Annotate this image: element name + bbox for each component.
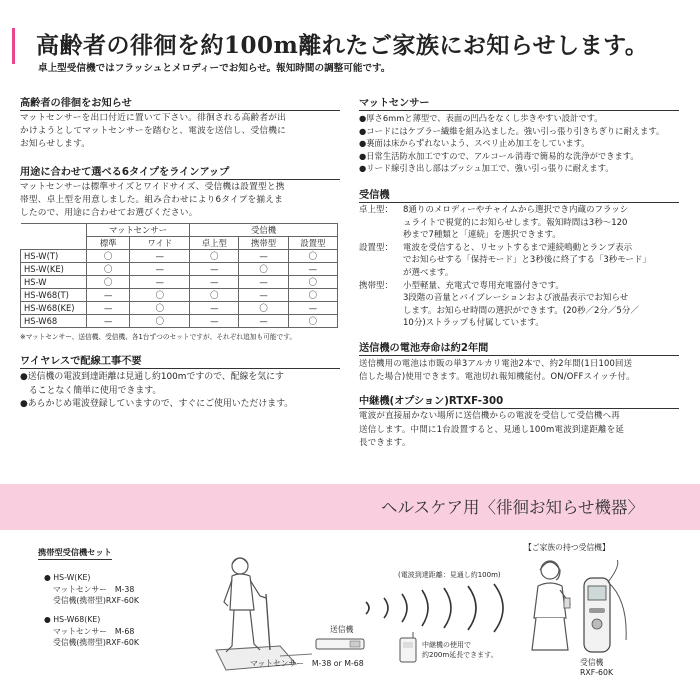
text-line: 3段階の音量とバイブレーションおよび液晶表示でお知らせ: [403, 293, 629, 304]
table-row: [21, 302, 338, 315]
set-list-1: [44, 572, 139, 607]
table-cell: 〇: [130, 302, 190, 315]
table-cell: 〇: [288, 289, 337, 302]
text-line: 10分)ストラップも付属しています。: [403, 318, 544, 329]
table-cell: 〇: [288, 250, 337, 263]
family-member-illustration: [520, 556, 580, 654]
text-line: 電波が直接届かない場所に送信機からの電波を受信して受信機へ再: [359, 411, 621, 422]
text-line: 送信機用の電池は市販の単3アルカリ電池2本で、約2年間(1日100回送: [359, 357, 633, 368]
handheld-receiver-icon: [578, 560, 634, 656]
table-cell: 〇: [87, 276, 130, 289]
receiver-list: [359, 204, 679, 330]
text-line: 8通りのメロディーやチャイムから選択でき内蔵のフラッシ: [403, 204, 629, 215]
table-row: [21, 276, 338, 289]
mat-sensor-bullets: [359, 112, 679, 175]
set-component: マットセンサー M-68: [53, 626, 135, 636]
set-model: ● HS-W(KE): [44, 573, 91, 582]
table-row: [21, 263, 338, 276]
table-cell: —: [190, 302, 239, 315]
table-row: [21, 289, 338, 302]
section-title-mat-sensor: マットセンサー: [359, 94, 679, 111]
set-model: ● HS-W68(KE): [44, 615, 101, 624]
table-cell: 〇: [190, 289, 239, 302]
table-cell: —: [87, 289, 130, 302]
set-component: マットセンサー M-38: [53, 584, 135, 594]
bullet-line: ●あらかじめ電波登録していますので、すぐにご使用いただけます。: [20, 399, 294, 410]
text-line: ュライトで視覚的にお知らせします。報知時間は3秒～120: [403, 217, 628, 228]
receiver-desc: [403, 242, 679, 280]
model-name: HS-W68: [21, 315, 87, 328]
text-line: 長できます。: [359, 437, 411, 448]
text-line: 信した場合)使用できます。電池切れ報知機能付。ON/OFFスイッチ付。: [359, 371, 635, 382]
model-name: HS-W(T): [21, 250, 87, 263]
table-row: [21, 250, 338, 263]
section-text-notify: [20, 112, 340, 152]
table-cell: 〇: [87, 263, 130, 276]
table-subheader: 設置型: [288, 237, 337, 250]
text-line: 小型軽量、充電式で専用充電器付きです。: [403, 280, 564, 291]
text-line: 電波を受信すると、リセットするまで連続鳴動とランプ表示: [403, 242, 633, 253]
table-cell: 〇: [190, 250, 239, 263]
table-group-header: マットセンサー: [87, 224, 190, 237]
receiver-desc: [403, 204, 679, 242]
relay-text: [359, 410, 679, 450]
table-cell: —: [190, 315, 239, 328]
table-row: [21, 315, 338, 328]
set-list-2: [44, 614, 139, 649]
text-line: マットセンサーは標準サイズとワイドサイズ、受信機は設置型と携: [20, 181, 285, 192]
text-line: お知らせします。: [20, 139, 91, 150]
table-cell: 〇: [239, 263, 288, 276]
text-line: 受信機: [580, 658, 604, 667]
table-cell: —: [190, 263, 239, 276]
model-name: HS-W68(T): [21, 289, 87, 302]
table-cell: —: [130, 276, 190, 289]
receiver-type: 卓上型：: [359, 204, 394, 215]
bullet-line: ることなく簡単に使用できます。: [20, 385, 162, 396]
page-title: 高齢者の徘徊を約100m離れたご家族にお知らせします。: [36, 32, 649, 59]
table-cell: 〇: [288, 276, 337, 289]
family-receiver-caption: 【ご家族の持つ受信機】: [524, 543, 610, 552]
table-subheader: 標準: [87, 237, 130, 250]
title-accent-bar: [12, 28, 15, 64]
text-line: 帯型、卓上型を用意しました。組み合わせにより6タイプを揃えま: [20, 194, 284, 205]
table-cell: —: [190, 276, 239, 289]
text-line: RXF-60K: [580, 668, 614, 677]
table-corner-cell: [21, 224, 87, 250]
table-cell: —: [87, 302, 130, 315]
bullet-line: ●裏面は床からずれないよう、スベリ止め加工をしています。: [359, 138, 590, 149]
section-title-battery: 送信機の電池寿命は約2年間: [359, 339, 679, 356]
table-note: ※マットセンサー、送信機、受信機、各1台ずつのセットですが、それぞれ追加も可能です。: [20, 333, 297, 342]
table-cell: 〇: [239, 302, 288, 315]
table-cell: —: [130, 263, 190, 276]
relay-unit-icon: [398, 632, 418, 664]
receiver-label: [580, 658, 613, 678]
left-column: [20, 94, 340, 411]
radio-wave-icon: [358, 580, 524, 636]
right-column: [359, 94, 679, 450]
text-line: でお知らせする「保持モード」と3秒後に終了する「3秒モード」: [403, 255, 651, 266]
section-title-receiver: 受信機: [359, 186, 679, 203]
receiver-item: [359, 280, 679, 330]
category-title: ヘルスケア用〈徘徊お知らせ機器〉: [380, 498, 644, 517]
bullet-line: ●日常生活防水加工ですので、アルコール消毒で簡易的な洗浄ができます。: [359, 150, 639, 161]
table-subheader: 携帯型: [239, 237, 288, 250]
model-name: HS-W(KE): [21, 263, 87, 276]
table-subheader: 卓上型: [190, 237, 239, 250]
table-subheader: ワイド: [130, 237, 190, 250]
receiver-desc: [403, 280, 679, 330]
receiver-type: 携帯型：: [359, 280, 394, 291]
text-line: が選べます。: [403, 267, 454, 278]
section-text-lineup: [20, 181, 340, 221]
table-cell: —: [288, 302, 337, 315]
table-header-row: [21, 224, 338, 237]
section-title-notify: 高齢者の徘徊をお知らせ: [20, 94, 340, 111]
bullet-line: ●リード線引き出し部はブッシュ加工で、強い引っ張りに耐えます。: [359, 163, 614, 174]
model-name: HS-W68(KE): [21, 302, 87, 315]
transmitter-icon: [314, 637, 366, 651]
transmitter-label: 送信機: [330, 625, 354, 634]
table-group-header: 受信機: [190, 224, 338, 237]
text-line: 秒まで7種類と「連続」を選択できます。: [403, 230, 561, 241]
section-title-wireless: ワイヤレスで配線工事不要: [20, 352, 340, 369]
text-line: 送信します。中間に1台設置すると、見通し100m電波到達距離を延: [359, 424, 625, 435]
relay-caption: [422, 640, 498, 660]
range-caption: (電波到達距離：見通し約100m): [398, 571, 501, 579]
table-cell: 〇: [87, 250, 130, 263]
table-cell: 〇: [130, 315, 190, 328]
page-subtitle: 卓上型受信機ではフラッシュとメロディーでお知らせ。報知時間の調整可能です。: [38, 63, 391, 74]
model-table: [20, 223, 338, 328]
table-cell: —: [239, 276, 288, 289]
bullet-line: ●送信機の電波到達距離は見通し約100mですので、配線を気にす: [20, 372, 284, 383]
wireless-bullets: [20, 371, 340, 411]
section-title-relay: 中継機(オプション)RTXF-300: [359, 392, 679, 409]
table-cell: —: [87, 315, 130, 328]
table-cell: —: [239, 250, 288, 263]
text-line: かけようとしてマットセンサーを踏むと、電波を送信し、受信機に: [20, 126, 287, 137]
receiver-item: [359, 242, 679, 280]
set-title: 携帯型受信機セット: [38, 547, 112, 560]
receiver-item: [359, 204, 679, 242]
battery-text: [359, 357, 679, 383]
text-line: します。お知らせ時間の選択ができます。(20秒／2分／5分／: [403, 305, 639, 316]
set-component: 受信機(携帯型)RXF-60K: [53, 596, 139, 605]
table-cell: —: [239, 289, 288, 302]
model-name: HS-W: [21, 276, 87, 289]
set-component: 受信機(携帯型)RXF-60K: [53, 638, 139, 647]
table-cell: —: [288, 263, 337, 276]
table-cell: 〇: [130, 289, 190, 302]
bullet-line: ●厚さ6mmと薄型で、表面の凹凸をなくし歩きやすい設計です。: [359, 113, 603, 123]
bullet-line: ●コードにはケブラー繊維を組み込ました。強い引っ張り引きちぎりに耐えます。: [359, 125, 665, 136]
elderly-person-illustration: [196, 550, 314, 672]
table-cell: —: [239, 315, 288, 328]
table-cell: 〇: [288, 315, 337, 328]
receiver-type: 設置型：: [359, 242, 394, 253]
text-line: 約200m延長できます。: [422, 651, 498, 659]
text-line: マットセンサーを出口付近に置いて下さい。徘徊される高齢者が出: [20, 113, 287, 123]
section-title-lineup: 用途に合わせて選べる6タイプをラインアップ: [20, 163, 340, 180]
mat-sensor-label: マットセンサー M-38 or M-68: [250, 659, 364, 668]
table-cell: —: [130, 250, 190, 263]
text-line: したので、用途に合わせてお選びください。: [20, 208, 198, 219]
text-line: 中継機の使用で: [422, 641, 471, 649]
